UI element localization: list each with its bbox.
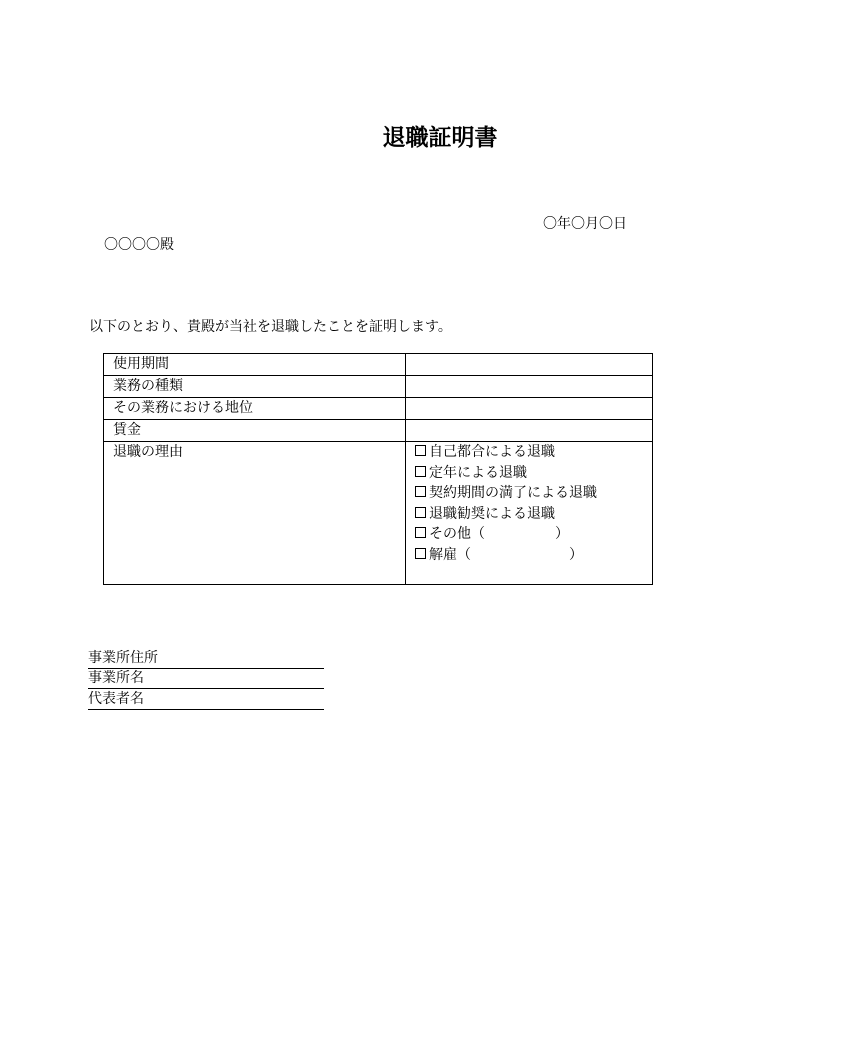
reason-option-label: 退職勧奨による退職 xyxy=(429,505,555,522)
reason-option-label: その他（ ） xyxy=(429,526,569,542)
table-row xyxy=(104,420,653,442)
row-value-employment-period[interactable] xyxy=(406,354,653,376)
issue-date: 〇年〇月〇日 xyxy=(543,216,627,232)
reason-option-contract-end[interactable] xyxy=(415,483,652,504)
checkbox-icon[interactable] xyxy=(415,486,426,497)
certification-statement: 以下のとおり、貴殿が当社を退職したことを証明します。 xyxy=(89,319,452,335)
row-label-employment-period: 使用期間 xyxy=(104,354,406,376)
row-label-position: その業務における地位 xyxy=(104,398,406,420)
addressee: 〇〇〇〇殿 xyxy=(104,237,174,253)
row-value-job-type[interactable] xyxy=(406,376,653,398)
row-label-job-type: 業務の種類 xyxy=(104,376,406,398)
reason-option-label: 契約期間の満了による退職 xyxy=(429,485,597,501)
document-title: 退職証明書 xyxy=(382,125,498,151)
checkbox-icon[interactable] xyxy=(415,548,426,559)
reason-option-voluntary[interactable] xyxy=(415,442,652,463)
table-row xyxy=(104,354,653,376)
reason-option-encouraged[interactable] xyxy=(415,504,652,525)
row-value-wage[interactable] xyxy=(406,420,653,442)
business-address-label: 事業所住所 xyxy=(88,650,158,666)
table-row xyxy=(104,442,653,585)
checkbox-icon[interactable] xyxy=(415,466,426,477)
reason-options xyxy=(406,442,653,585)
certificate-table xyxy=(103,353,653,585)
business-name-field[interactable] xyxy=(88,668,324,689)
checkbox-icon[interactable] xyxy=(415,445,426,456)
checkbox-icon[interactable] xyxy=(415,507,426,518)
reason-option-label: 自己都合による退職 xyxy=(429,444,555,460)
table-row xyxy=(104,376,653,398)
checkbox-icon[interactable] xyxy=(415,527,426,538)
reason-option-retirement-age[interactable] xyxy=(415,463,652,484)
row-label-reason: 退職の理由 xyxy=(104,442,406,585)
reason-option-label: 解雇（ ） xyxy=(429,546,583,563)
row-value-position[interactable] xyxy=(406,398,653,420)
table-row xyxy=(104,398,653,420)
reason-option-label: 定年による退職 xyxy=(429,464,527,481)
business-address-field[interactable] xyxy=(88,648,324,669)
representative-name-label: 代表者名 xyxy=(88,691,144,707)
row-label-wage: 賃金 xyxy=(104,420,406,442)
representative-name-field[interactable] xyxy=(88,689,324,710)
business-name-label: 事業所名 xyxy=(88,670,144,686)
reason-option-other[interactable] xyxy=(415,524,652,545)
reason-option-dismissal[interactable] xyxy=(415,545,652,566)
